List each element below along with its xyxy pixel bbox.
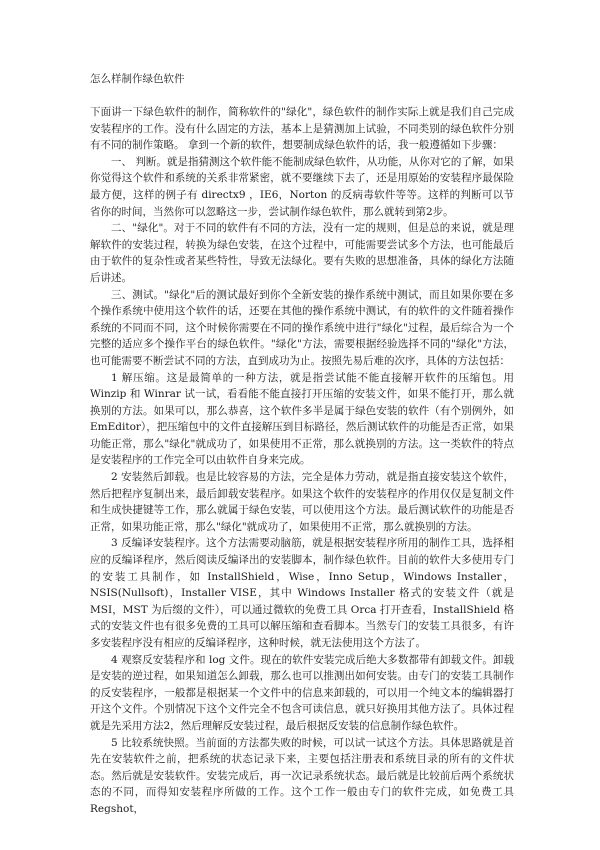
document-title: 怎么样制作绿色软件 <box>90 73 185 85</box>
paragraph-step-judge: 一、 判断。就是指猜测这个软件能不能制成绿色软件，从功能，从你对它的了解，如果你觉得这个软件和系统的关系非常紧密，就不要继续下去了，还是用原始的安装程序最保险最方便，这样的例子有 directx9 ，IE6，Norton 的反病毒软件等等。这样的判断可以节省你的时间，当然你可以忽略这一步，尝试制作绿色软件，那么就转到第2步。 <box>90 155 514 218</box>
paragraph-step-greenify: 二、"绿化"。对于不同的软件有不同的方法，没有一定的规则，但是总的来说，就是理解软件的安装过程，转换为绿色安装，在这个过程中，可能需要尝试多个方法，也可能最后由于软件的复杂性或者某些特性，导致无法绿化。要有失败的思想准备，具体的绿化方法随后讲述。 <box>90 222 514 284</box>
paragraph-intro: 下面讲一下绿色软件的制作，简称软件的"绿化"，绿色软件的制作实际上就是我们自己完成安装程序的工作。没有什么固定的方法，基本上是猜测加上试验，不同类别的绿色软件分别有不同的制作策略。 拿到一个新的软件，想要制成绿色软件的话，我一般遵循如下步骤： <box>90 106 514 152</box>
document-body <box>90 104 514 818</box>
paragraph-method-decompile: 3 反编译安装程序。这个方法需要动脑筋，就是根据安装程序所用的制作工具，选择相应的反编译程序，然后阅读反编译出的安装脚本，制作绿色软件。目前的软件大多使用专门的安装工具制作，如 InstallShield，Wise，Inno Setup，Windows Installer，NSIS(Nullsoft)，Installer VISE，其中 Windows Installer 格式的安装文件（就是 MSI，MST 为后缀的文件），可以通过微软的免费工具 Orca 打开查看，InstallShield 格式的安装文件也有很多免费的工具可以解压缩和查看脚本。当然专门的安装工具很多，有许多安装程序没有相应的反编译程序，这种时候，就无法使用这个方法了。 <box>90 537 514 649</box>
paragraph-method-unzip: 1 解压缩。这是最简单的一种方法，就是指尝试能不能直接解开软件的压缩包。用 Winzip 和 Winrar 试一试，看看能不能直接打开压缩的安装文件，如果不能打开，那么就换别的方法。如果可以，那么恭喜，这个软件多半是属于绿色安装的软件（有个别例外，如 EmEditor），把压缩包中的文件直接解压到目标路径，然后测试软件的功能是否正常，如果功能正常，那么"绿化"就成功了，如果使用不正常，那么就换别的方法。这一类软件的特点是安装程序的工作完全可以由软件自身来完成。 <box>90 371 514 467</box>
paragraph-step-test: 三、测试。"绿化"后的测试最好到你个全新安装的操作系统中测试，而且如果你要在多个操作系统中使用这个软件的话，还要在其他的操作系统中测试，有的软件的文件随着操作系统的不同而不同，这个时候你需要在不同的操作系统中进行"绿化"过程，最后综合为一个完整的适应多个操作平台的绿色软件。"绿化"方法，需要根据经验选择不同的"绿化"方法，也可能需要不断尝试不同的方法，直到成功为止。按照先易后难的次序，具体的方法包括： <box>90 288 514 367</box>
paragraph-method-uninstaller-log: 4 观察反安装程序和 log 文件。现在的软件安装完成后绝大多数都带有卸载文件。卸载是安装的逆过程，如果知道怎么卸载，那么也可以推测出如何安装。由专门的安装工具制作的反安装程序，一般都是根据某一个文件中的信息来卸载的，可以用一个纯文本的编辑器打开这个文件。个别情况下这个文件完全不包含可读信息，就只好换用其他方法了。具体过程就是先采用方法2，然后理解反安装过程，最后根据反安装的信息制作绿色软件。 <box>90 653 514 732</box>
paragraph-method-snapshot: 5 比较系统快照。当前面的方法都失败的时候，可以试一试这个方法。具体思路就是首先在安装软件之前，把系统的状态记录下来，主要包括注册表和系统目录的所有的文件状态。然后就是安装软件。安装完成后，再一次记录系统状态。最后就是比较前后两个系统状态的不同，而得知安装程序所做的工作。这个工作一般由专门的软件完成，如免费工具 Regshot， <box>90 736 514 815</box>
paragraph-method-install-uninstall: 2 安装然后卸载。也是比较容易的方法，完全是体力劳动，就是指直接安装这个软件，然后把程序复制出来，最后卸载安装程序。如果这个软件的安装程序的作用仅仅是复制文件和生成快捷键等工作，那么就属于绿色安装，可以使用这个方法。最后测试软件的功能是否正常，如果功能正常，那么"绿化"就成功了，如果使用不正常，那么就换别的方法。 <box>90 471 514 533</box>
